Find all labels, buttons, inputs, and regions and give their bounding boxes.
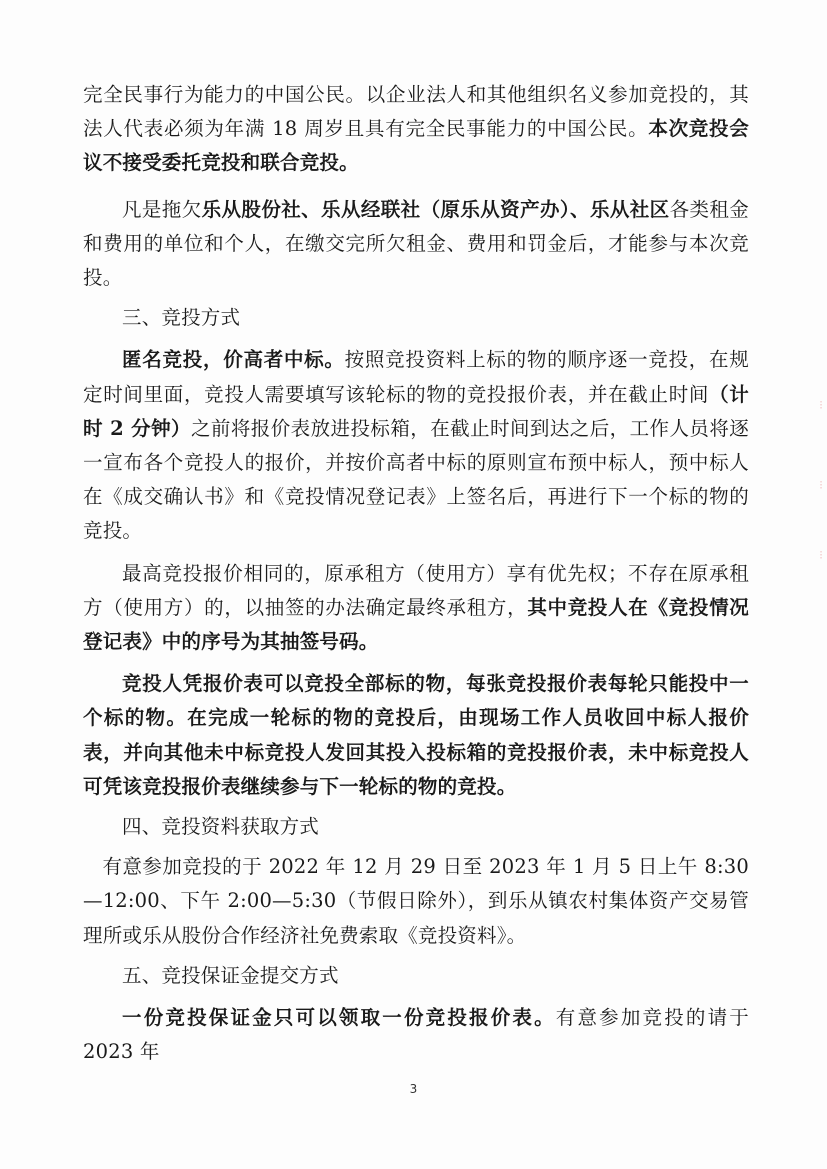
arrears-entities: 乐从股份社、乐从经联社（原乐从资产办）、乐从社区 xyxy=(201,197,670,221)
arrears-text-post: 各类租金和费用的单位和个人，在缴交完所欠租金、费用和罚金后，才能参与本次竞投。 xyxy=(83,197,749,290)
paragraph-deposit xyxy=(83,1001,749,1069)
anonymous-bidding-rule: 匿名竞投，价高者中标。 xyxy=(122,348,345,372)
bidding-method-text-a: 按照竞投资料上标的物的顺序逐一竞投，在规定时间里面，竞投人需要填写该轮标的物的竞投报价表，并在截止时间 xyxy=(83,348,749,406)
paragraph-arrears xyxy=(83,193,749,296)
lottery-number-rule: 其中竞投人在《竞投情况登记表》中的序号为其抽签号码。 xyxy=(83,595,749,654)
section-heading-bidding-method: 三、竞投方式 xyxy=(122,306,241,330)
seal-fragment-mark: ⁝ xyxy=(819,398,823,412)
paragraph-tie-rule xyxy=(83,557,749,660)
seal-fragment-mark: ⁝ xyxy=(819,478,823,492)
paragraph-materials: 有意参加竞投的于 2022 年 12 月 29 日至 2023 年 1 月 5 日上午 8:30—12:00、下午 2:00—5:30（节假日除外），到乐从镇农村集体资产交易管理所或乐从股份合作经济社免费索取《竞投资料》。 xyxy=(83,855,749,947)
document-body xyxy=(83,78,749,1069)
deposit-rule: 一份竞投保证金只可以领取一份竞投报价表。 xyxy=(122,1006,556,1030)
no-proxy-bidding-notice: 本次竞投会议不接受委托竞投和联合竞投。 xyxy=(83,117,749,175)
paragraph-bidding-method xyxy=(83,343,749,548)
bidding-method-text-b: 之前将报价表放进投标箱，在截止时间到达之后，工作人员将逐一宣布各个竞投人的报价，并按价高者中标的原则宣布预中标人，预中标人在《成交确认书》和《竞投情况登记表》上签名后，再进行下一个标的物的竞投。 xyxy=(83,416,750,543)
paragraph-quote-form-rule: 竞投人凭报价表可以竞投全部标的物，每张竞投报价表每轮只能投中一个标的物。在完成一轮标的物的竞投后，由现场工作人员收回中标人报价表，并向其他未中标竞投人发回其投入投标箱的竞投报价表，未中标竞投人可凭该竞投报价表继续参与下一轮标的物的竞投。 xyxy=(83,672,749,798)
eligibility-text: 完全民事行为能力的中国公民。以企业法人和其他组织名义参加竞投的，其法人代表必须为年满 18 周岁且具有完全民事能力的中国公民。 xyxy=(83,83,749,141)
arrears-text-pre: 凡是拖欠 xyxy=(122,197,202,221)
deposit-text: 有意参加竞投的请于 2023 年 xyxy=(83,1006,749,1064)
section-heading-materials: 四、竞投资料获取方式 xyxy=(122,815,320,839)
tie-rule-text: 最高竞投报价相同的，原承租方（使用方）享有优先权；不存在原承租方（使用方）的，以抽签的办法确定最终承租方， xyxy=(83,561,749,619)
timer-notice: （计时 2 分钟） xyxy=(83,382,750,440)
page-number: 3 xyxy=(409,1082,418,1096)
paragraph-eligibility xyxy=(83,78,749,181)
seal-fragment-mark: ⁝ xyxy=(819,548,823,562)
section-heading-deposit: 五、竞投保证金提交方式 xyxy=(122,963,339,987)
